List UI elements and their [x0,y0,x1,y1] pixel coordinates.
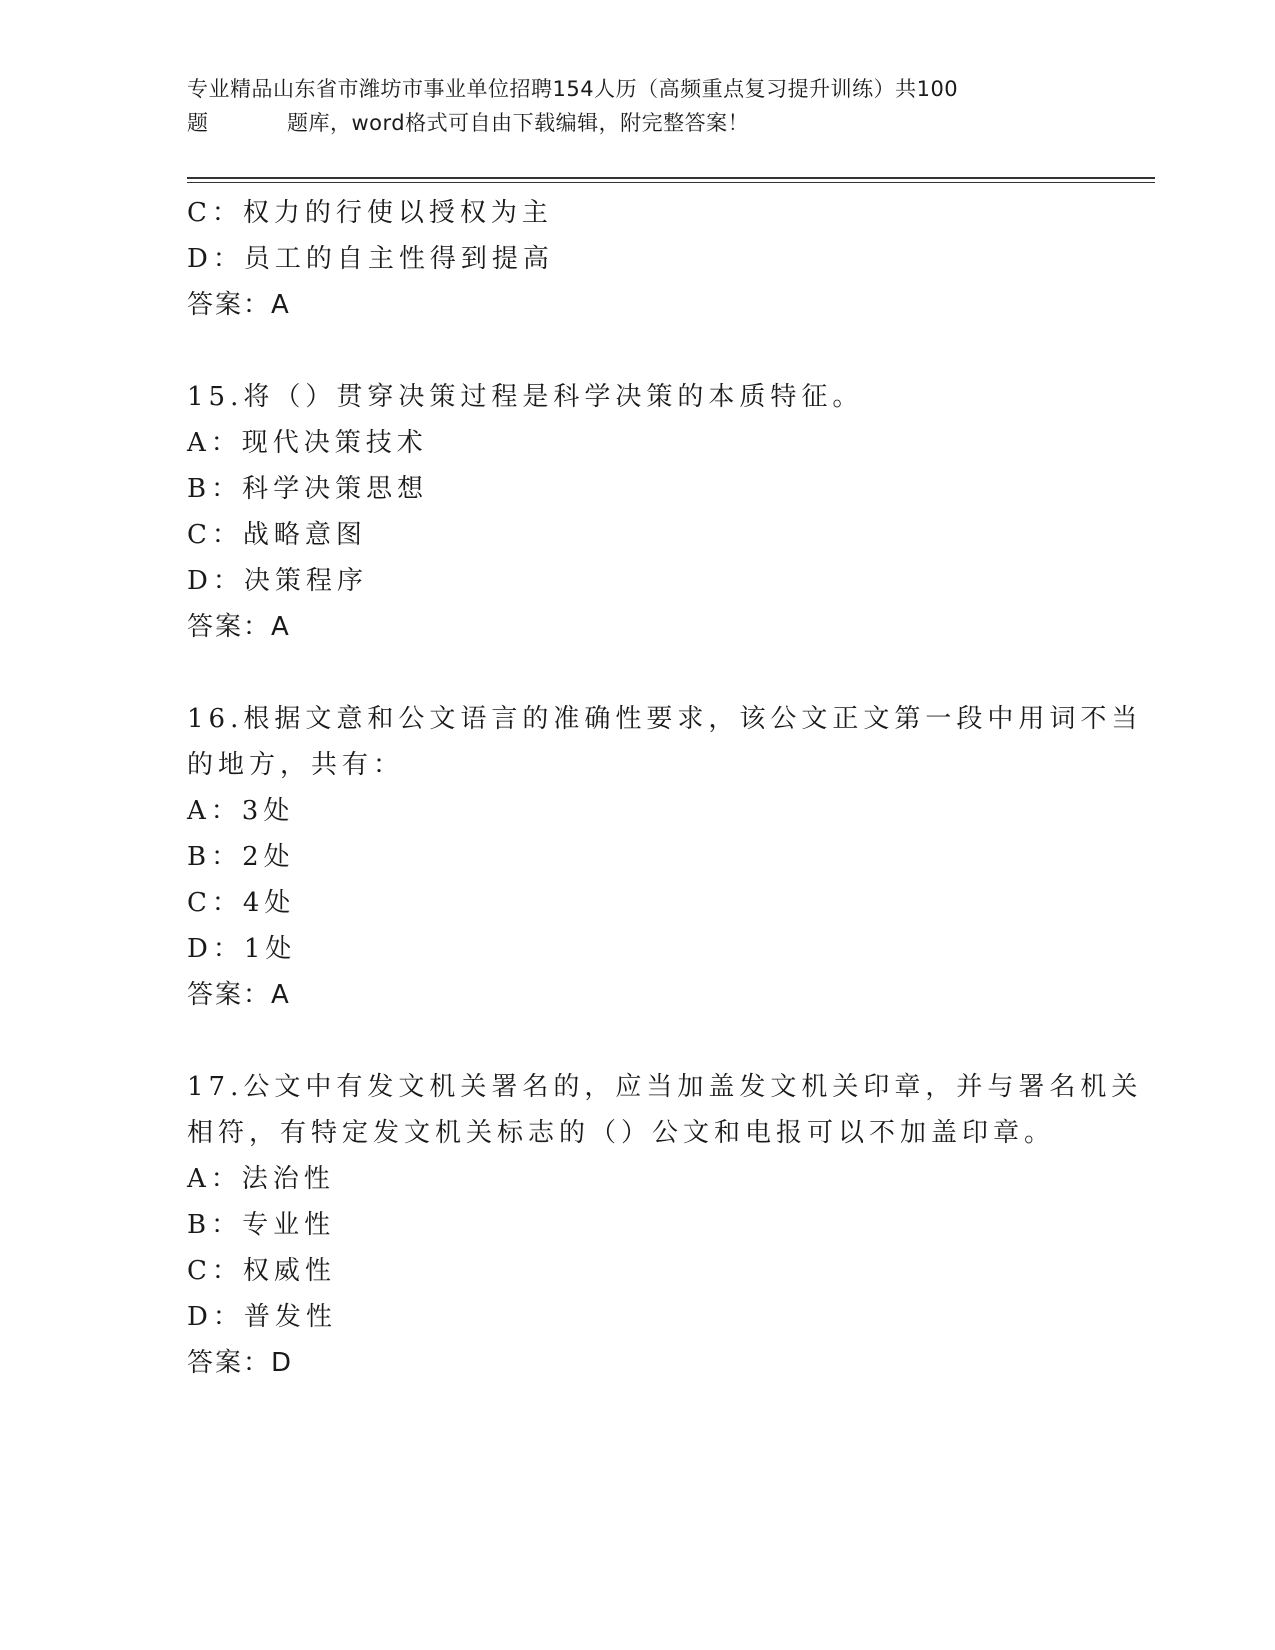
header-rule-thick [187,177,1155,179]
option-b: B：专业性 [187,1210,336,1240]
header-title-line2-right: 题库，word格式可自由下载编辑，附完整答案！ [287,111,750,135]
header-title-line1: 专业精品山东省市潍坊市事业单位招聘154人历（高频重点复习提升训练）共100 [187,77,959,101]
question-stem-continued: 相符，有特定发文机关标志的（）公文和电报可以不加盖印章。 [187,1118,1056,1148]
question-16 [187,696,1143,1018]
spacer [187,1018,1087,1064]
answer-line: 答案：A [187,290,291,320]
header-rule-thin [187,182,1155,183]
option-d: D：决策程序 [187,566,368,596]
option-a: A：法治性 [187,1164,335,1194]
option-d: D：普发性 [187,1302,337,1332]
option-a: A：3处 [187,796,295,826]
question-stem: 16.根据文意和公文语言的准确性要求，该公文正文第一段中用词不当 [187,704,1143,734]
header-title-line2 [187,106,1087,140]
answer-line: 答案：A [187,980,291,1010]
spacer [187,328,1087,374]
option-d: D：员工的自主性得到提高 [187,244,554,274]
question-17 [187,1064,1143,1386]
option-c: C：战略意图 [187,520,367,550]
question-stem: 17.公文中有发文机关署名的，应当加盖发文机关印章，并与署名机关 [187,1072,1143,1102]
option-c: C：权威性 [187,1256,336,1286]
question-content [187,190,1143,1386]
option-d: D：1处 [187,934,297,964]
option-a: A：现代决策技术 [187,428,428,458]
question-15 [187,374,1087,650]
header-title-line2-left: 题 [187,111,209,135]
option-c: C：4处 [187,888,296,918]
option-b: B：科学决策思想 [187,474,429,504]
spacer [187,650,1087,696]
question-stem-continued: 的地方，共有： [187,750,405,780]
option-c: C：权力的行使以授权为主 [187,198,553,228]
question-stem: 15.将（）贯穿决策过程是科学决策的本质特征。 [187,382,864,412]
option-b: B：2处 [187,842,295,872]
answer-line: 答案：A [187,612,291,642]
answer-line: 答案：D [187,1348,294,1378]
document-header [187,72,1087,140]
